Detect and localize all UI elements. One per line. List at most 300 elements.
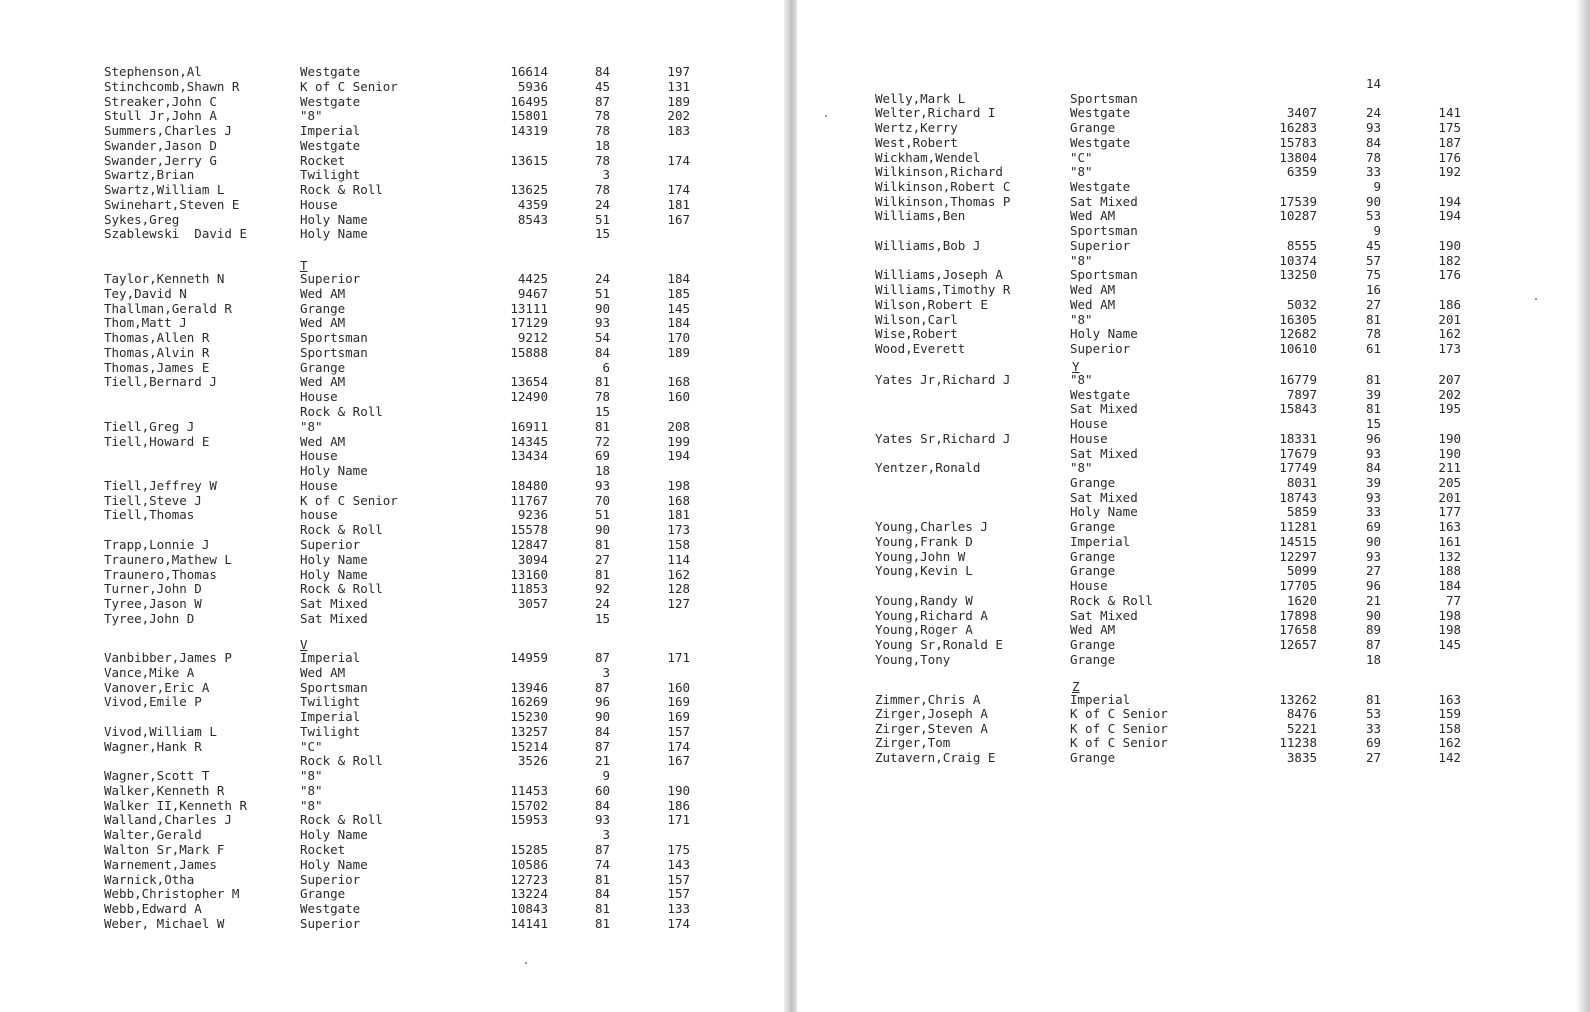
table-row xyxy=(797,387,1590,402)
average-score: 174 xyxy=(667,152,690,168)
table-row xyxy=(0,374,784,389)
total-pins: 16779 xyxy=(1279,372,1317,387)
bowler-name: Tiell,Jeffrey W xyxy=(104,477,217,493)
league-name: K of C Senior xyxy=(1070,735,1168,751)
table-row xyxy=(797,297,1590,312)
average-score: 174 xyxy=(667,915,690,931)
bowler-name: Warnement,James xyxy=(104,856,217,872)
table-row xyxy=(0,611,784,626)
bowler-name: Williams,Timothy R xyxy=(875,282,1011,298)
league-name: Wed AM xyxy=(300,285,346,301)
league-name: Grange xyxy=(1070,475,1116,491)
games-bowled: 78 xyxy=(594,389,610,405)
bowler-name: Welter,Richard I xyxy=(875,105,996,121)
league-name: Superior xyxy=(1070,237,1131,253)
bowler-name: Yentzer,Ronald xyxy=(875,460,981,476)
league-name: Wed AM xyxy=(1070,622,1116,638)
average-score: 195 xyxy=(1438,401,1461,417)
table-row xyxy=(0,724,784,739)
games-bowled: 87 xyxy=(594,93,610,109)
average-score: 157 xyxy=(667,871,690,887)
total-pins: 14959 xyxy=(510,650,548,665)
left-page xyxy=(0,0,784,1012)
total-pins: 14319 xyxy=(510,123,548,138)
table-row xyxy=(0,798,784,813)
league-name: House xyxy=(1070,578,1108,594)
average-score: 157 xyxy=(667,723,690,739)
total-pins: 17679 xyxy=(1279,445,1317,461)
league-name: Sat Mixed xyxy=(1070,445,1138,461)
table-row xyxy=(0,680,784,695)
bowler-name: Webb,Edward A xyxy=(104,901,202,917)
league-name: Rock & Roll xyxy=(300,581,383,597)
games-bowled: 75 xyxy=(1365,267,1381,283)
total-pins: 12847 xyxy=(510,537,548,553)
table-row xyxy=(797,431,1590,446)
left-page-listing xyxy=(0,0,784,1012)
table-row xyxy=(0,768,784,783)
total-pins: 7897 xyxy=(1286,386,1317,402)
league-name: Westgate xyxy=(1070,134,1131,150)
bowler-name: Walker,Kenneth R xyxy=(104,782,225,798)
games-bowled: 15 xyxy=(594,226,610,242)
games-bowled: 81 xyxy=(594,537,610,553)
average-score: 183 xyxy=(667,123,690,138)
average-score: 184 xyxy=(667,315,690,331)
table-row xyxy=(0,739,784,754)
total-pins: 15783 xyxy=(1279,134,1317,150)
league-name: Rock & Roll xyxy=(1070,592,1153,608)
bowler-name: Thomas,Allen R xyxy=(104,330,210,346)
bowler-name: Wood,Everett xyxy=(875,340,966,356)
games-bowled: 84 xyxy=(594,64,610,79)
average-score: 160 xyxy=(667,679,690,695)
average-score: 160 xyxy=(667,389,690,405)
games-bowled: 92 xyxy=(594,581,610,597)
league-name: Holy Name xyxy=(300,856,368,872)
table-row xyxy=(797,341,1590,356)
league-name: Rocket xyxy=(300,842,346,857)
league-name: Grange xyxy=(1070,120,1116,136)
average-score: 158 xyxy=(1438,720,1461,736)
total-pins: 16911 xyxy=(510,418,548,434)
games-bowled: 18 xyxy=(594,463,610,479)
table-row xyxy=(0,650,784,665)
league-name: Sportsman xyxy=(300,330,368,346)
total-pins: 13625 xyxy=(510,182,548,197)
games-bowled: 16 xyxy=(1365,282,1381,298)
total-pins: 6359 xyxy=(1286,164,1317,180)
total-pins: 3094 xyxy=(517,551,548,567)
games-bowled: 90 xyxy=(1365,607,1381,623)
table-row xyxy=(797,282,1590,297)
league-name: "8" xyxy=(1070,460,1093,476)
average-score: 141 xyxy=(1438,105,1461,121)
games-bowled: 90 xyxy=(594,709,610,725)
table-row xyxy=(0,138,784,153)
league-name: Grange xyxy=(300,300,346,316)
bowler-name: Tyree,John D xyxy=(104,610,195,626)
total-pins: 13160 xyxy=(510,566,548,582)
table-row xyxy=(0,916,784,931)
table-row xyxy=(797,460,1590,475)
table-row xyxy=(0,212,784,227)
games-bowled: 84 xyxy=(594,723,610,739)
average-score: 162 xyxy=(1438,735,1461,751)
average-score: 174 xyxy=(667,738,690,754)
games-bowled: 27 xyxy=(1365,749,1381,765)
bowler-name: Young,Charles J xyxy=(875,519,988,535)
games-bowled: 9 xyxy=(602,768,610,784)
bowler-name: Tiell,Thomas xyxy=(104,507,195,523)
average-score: 201 xyxy=(1438,311,1461,327)
table-row xyxy=(797,446,1590,461)
average-score: 190 xyxy=(667,782,690,798)
average-score: 194 xyxy=(1438,208,1461,224)
games-bowled: 87 xyxy=(1365,636,1381,652)
table-row xyxy=(797,750,1590,765)
average-score: 207 xyxy=(1438,372,1461,387)
bowler-name: Wilkinson,Robert C xyxy=(875,179,1011,195)
games-bowled: 78 xyxy=(1365,149,1381,165)
total-pins: 3407 xyxy=(1286,105,1317,121)
total-pins: 12297 xyxy=(1279,548,1317,564)
games-bowled: 84 xyxy=(594,344,610,360)
league-name: Twilight xyxy=(300,723,361,739)
bowler-name: Vanbibber,James P xyxy=(104,650,232,665)
bowler-name: Walland,Charles J xyxy=(104,812,232,828)
games-bowled: 93 xyxy=(594,477,610,493)
games-bowled: 84 xyxy=(1365,134,1381,150)
games-bowled: 21 xyxy=(594,753,610,769)
total-pins: 8031 xyxy=(1286,475,1317,491)
bowler-name: Walton Sr,Mark F xyxy=(104,842,225,857)
games-bowled: 93 xyxy=(1365,548,1381,564)
table-row xyxy=(797,150,1590,165)
table-row xyxy=(0,463,784,478)
table-row xyxy=(797,692,1590,707)
table-row xyxy=(797,372,1590,387)
average-score: 202 xyxy=(1438,386,1461,402)
bowler-name: Tiell,Greg J xyxy=(104,418,195,434)
bowler-name: Traunero,Thomas xyxy=(104,566,217,582)
games-bowled: 81 xyxy=(594,374,610,390)
average-score: 198 xyxy=(1438,607,1461,623)
games-bowled: 78 xyxy=(1365,326,1381,342)
average-score: 184 xyxy=(667,271,690,286)
table-row xyxy=(797,208,1590,223)
total-pins: 14345 xyxy=(510,433,548,449)
bowler-name: Tey,David N xyxy=(104,285,187,301)
league-name: Wed AM xyxy=(300,315,346,331)
games-bowled: 27 xyxy=(594,551,610,567)
bowler-name: Traunero,Mathew L xyxy=(104,551,232,567)
table-row xyxy=(797,312,1590,327)
average-score: 175 xyxy=(1438,120,1461,136)
total-pins: 13250 xyxy=(1279,267,1317,283)
table-row xyxy=(0,404,784,419)
total-pins: 12657 xyxy=(1279,636,1317,652)
games-bowled: 21 xyxy=(1365,592,1381,608)
league-name: Twilight xyxy=(300,167,361,183)
league-name: "8" xyxy=(300,768,323,784)
bowler-name: Zirger,Joseph A xyxy=(875,706,988,722)
bowler-name: Zutavern,Craig E xyxy=(875,749,996,765)
total-pins: 5099 xyxy=(1286,563,1317,579)
average-score: 192 xyxy=(1438,164,1461,180)
total-pins: 18743 xyxy=(1279,489,1317,505)
table-row xyxy=(0,389,784,404)
league-name: Sportsman xyxy=(1070,267,1138,283)
league-name: Imperial xyxy=(1070,692,1131,707)
table-row xyxy=(0,94,784,109)
league-name: Holy Name xyxy=(300,566,368,582)
games-bowled: 24 xyxy=(594,596,610,612)
total-pins: 17129 xyxy=(510,315,548,331)
table-row xyxy=(0,79,784,94)
games-bowled: 78 xyxy=(594,152,610,168)
table-row xyxy=(797,721,1590,736)
scan-speck xyxy=(825,115,827,117)
games-bowled: 84 xyxy=(594,886,610,902)
total-pins: 8543 xyxy=(517,211,548,227)
table-row xyxy=(797,164,1590,179)
bowler-name: Vivod,William L xyxy=(104,723,217,739)
games-bowled: 51 xyxy=(594,211,610,227)
bowler-name: Thom,Matt J xyxy=(104,315,187,331)
games-bowled: 54 xyxy=(594,330,610,346)
games-bowled: 3 xyxy=(602,167,610,183)
league-name: K of C Senior xyxy=(300,78,398,94)
average-score: 198 xyxy=(667,477,690,493)
total-pins: 15888 xyxy=(510,344,548,360)
games-bowled: 3 xyxy=(602,664,610,680)
games-bowled: 90 xyxy=(1365,193,1381,209)
total-pins: 12723 xyxy=(510,871,548,887)
games-bowled: 96 xyxy=(1365,578,1381,594)
games-bowled: 90 xyxy=(594,300,610,316)
games-bowled: 69 xyxy=(594,448,610,464)
table-row xyxy=(0,182,784,197)
league-name: House xyxy=(300,196,338,212)
table-row xyxy=(0,64,784,79)
table-row xyxy=(0,434,784,449)
table-row xyxy=(0,419,784,434)
total-pins: 13434 xyxy=(510,448,548,464)
league-name: Westgate xyxy=(1070,386,1131,402)
games-bowled: 74 xyxy=(594,856,610,872)
table-row xyxy=(797,401,1590,416)
league-name: Westgate xyxy=(300,64,361,79)
average-score: 205 xyxy=(1438,475,1461,491)
league-name: Westgate xyxy=(1070,179,1131,195)
league-name: K of C Senior xyxy=(1070,706,1168,722)
bowler-name: Summers,Charles J xyxy=(104,123,232,138)
league-name: Wed AM xyxy=(1070,296,1116,312)
table-row xyxy=(0,226,784,241)
average-score: 197 xyxy=(667,64,690,79)
league-name: Grange xyxy=(300,359,346,375)
total-pins: 10287 xyxy=(1279,208,1317,224)
bowler-name: Zirger,Tom xyxy=(875,735,951,751)
games-bowled: 3 xyxy=(602,827,610,843)
total-pins: 10843 xyxy=(510,901,548,917)
bowler-name: Swander,Jerry G xyxy=(104,152,217,168)
table-row xyxy=(0,197,784,212)
league-name: Imperial xyxy=(1070,533,1131,549)
bowler-name: Wise,Robert xyxy=(875,326,958,342)
games-bowled: 81 xyxy=(594,418,610,434)
league-name: Grange xyxy=(1070,636,1116,652)
table-row xyxy=(797,326,1590,341)
bowler-name: Webb,Christopher M xyxy=(104,886,240,902)
average-score: 187 xyxy=(1438,134,1461,150)
bowler-name: Tyree,Jason W xyxy=(104,596,202,612)
games-bowled: 81 xyxy=(1365,401,1381,417)
table-row xyxy=(797,549,1590,564)
bowler-name: Vance,Mike A xyxy=(104,664,195,680)
games-bowled: 84 xyxy=(1365,460,1381,476)
bowler-name: Thomas,James E xyxy=(104,359,210,375)
league-name: Sportsman xyxy=(300,679,368,695)
average-score: 157 xyxy=(667,886,690,902)
bowler-name: Swinehart,Steven E xyxy=(104,196,240,212)
bowler-name: Trapp,Lonnie J xyxy=(104,537,210,553)
league-name: Wed AM xyxy=(1070,208,1116,224)
total-pins: 17898 xyxy=(1279,607,1317,623)
games-bowled: 18 xyxy=(1365,651,1381,667)
league-name: Grange xyxy=(1070,749,1116,765)
games-bowled: 15 xyxy=(1365,416,1381,432)
games-bowled: 69 xyxy=(1365,735,1381,751)
total-pins: 14515 xyxy=(1279,533,1317,549)
average-score: 175 xyxy=(667,842,690,857)
table-row xyxy=(797,519,1590,534)
average-score: 170 xyxy=(667,330,690,346)
league-name: "C" xyxy=(300,738,323,754)
table-row xyxy=(0,812,784,827)
table-row xyxy=(0,301,784,316)
table-row xyxy=(0,665,784,680)
total-pins: 14141 xyxy=(510,915,548,931)
table-row xyxy=(797,76,1590,91)
table-row xyxy=(797,593,1590,608)
league-name: Wed AM xyxy=(1070,282,1116,298)
table-row xyxy=(0,537,784,552)
games-bowled: 15 xyxy=(594,404,610,420)
average-score: 190 xyxy=(1438,445,1461,461)
average-score: 162 xyxy=(1438,326,1461,342)
league-name: "8" xyxy=(300,782,323,798)
total-pins: 8555 xyxy=(1286,237,1317,253)
games-bowled: 90 xyxy=(1365,533,1381,549)
league-name: Sat Mixed xyxy=(300,596,368,612)
games-bowled: 33 xyxy=(1365,504,1381,520)
games-bowled: 87 xyxy=(594,679,610,695)
games-bowled: 39 xyxy=(1365,386,1381,402)
total-pins: 4425 xyxy=(517,271,548,286)
games-bowled: 87 xyxy=(594,842,610,857)
bowler-name: Taylor,Kenneth N xyxy=(104,271,225,286)
average-score: 173 xyxy=(667,522,690,538)
total-pins: 13262 xyxy=(1279,692,1317,707)
games-bowled: 81 xyxy=(594,901,610,917)
games-bowled: 57 xyxy=(1365,252,1381,268)
table-row xyxy=(0,108,784,123)
games-bowled: 69 xyxy=(1365,519,1381,535)
table-row xyxy=(0,827,784,842)
average-score: 145 xyxy=(1438,636,1461,652)
table-row xyxy=(0,286,784,301)
average-score: 177 xyxy=(1438,504,1461,520)
games-bowled: 81 xyxy=(1365,311,1381,327)
total-pins: 11853 xyxy=(510,581,548,597)
average-score: 189 xyxy=(667,93,690,109)
section-letter: T xyxy=(300,258,308,273)
league-name: House xyxy=(300,477,338,493)
league-name: Superior xyxy=(300,271,361,286)
bowler-name: Walker II,Kenneth R xyxy=(104,797,247,813)
total-pins: 1620 xyxy=(1286,592,1317,608)
table-row xyxy=(797,105,1590,120)
league-name: Westgate xyxy=(300,93,361,109)
league-name: Sat Mixed xyxy=(1070,401,1138,417)
total-pins: 12682 xyxy=(1279,326,1317,342)
league-name: Holy Name xyxy=(300,226,368,242)
average-score: 168 xyxy=(667,492,690,508)
league-name: K of C Senior xyxy=(1070,720,1168,736)
bowler-name: Wagner,Scott T xyxy=(104,768,210,784)
table-row xyxy=(0,315,784,330)
total-pins: 13804 xyxy=(1279,149,1317,165)
section-letter: Y xyxy=(1072,359,1080,374)
average-score: 173 xyxy=(1438,340,1461,356)
total-pins: 16283 xyxy=(1279,120,1317,136)
total-pins: 8476 xyxy=(1286,706,1317,722)
league-name: Holy Name xyxy=(300,551,368,567)
games-bowled: 93 xyxy=(1365,489,1381,505)
total-pins: 11453 xyxy=(510,782,548,798)
games-bowled: 45 xyxy=(594,78,610,94)
total-pins: 10374 xyxy=(1279,252,1317,268)
games-bowled: 60 xyxy=(594,782,610,798)
league-name: Holy Name xyxy=(1070,326,1138,342)
league-name: Grange xyxy=(300,886,346,902)
league-name: Grange xyxy=(1070,519,1116,535)
bowler-name: Williams,Bob J xyxy=(875,237,981,253)
table-row xyxy=(797,91,1590,106)
league-name: Sat Mixed xyxy=(1070,489,1138,505)
table-row xyxy=(0,478,784,493)
games-bowled: 89 xyxy=(1365,622,1381,638)
games-bowled: 72 xyxy=(594,433,610,449)
games-bowled: 90 xyxy=(594,522,610,538)
bowler-name: Young,Richard A xyxy=(875,607,988,623)
total-pins: 16305 xyxy=(1279,311,1317,327)
average-score: 171 xyxy=(667,650,690,665)
table-row xyxy=(0,753,784,768)
league-name: Sat Mixed xyxy=(300,610,368,626)
table-row xyxy=(797,504,1590,519)
league-name: "C" xyxy=(1070,149,1093,165)
bowler-name: Wertz,Kerry xyxy=(875,120,958,136)
total-pins: 13615 xyxy=(510,152,548,168)
bowler-name: Vanover,Eric A xyxy=(104,679,210,695)
total-pins: 16495 xyxy=(510,93,548,109)
table-row xyxy=(0,507,784,522)
table-row xyxy=(797,608,1590,623)
average-score: 169 xyxy=(667,709,690,725)
